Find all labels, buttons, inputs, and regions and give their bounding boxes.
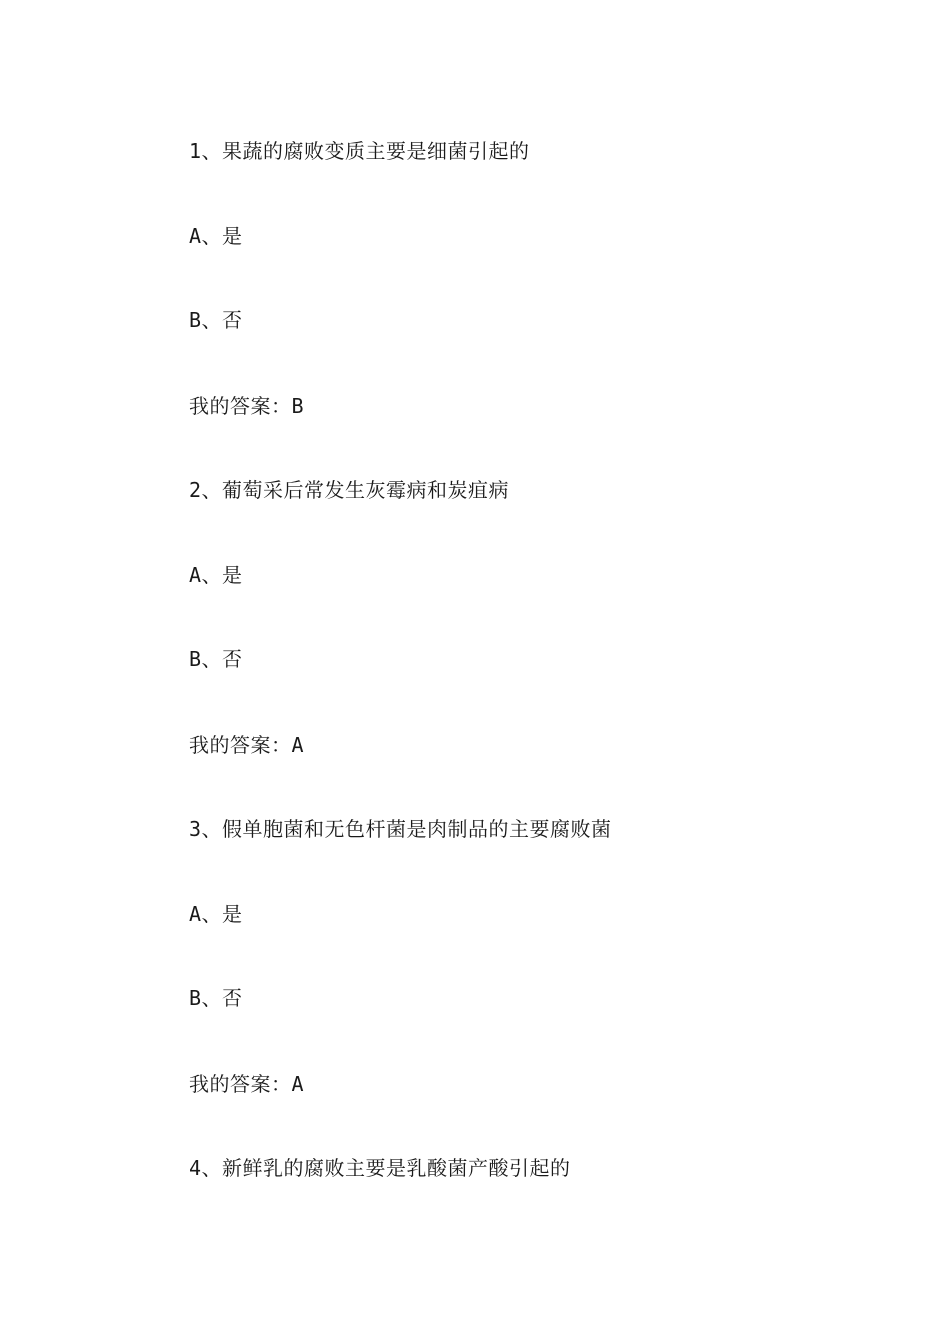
question-3-option-a: A、是: [189, 902, 243, 926]
question-3-option-b: B、否: [189, 986, 243, 1010]
question-2-text: 2、葡萄采后常发生灰霉病和炭疽病: [189, 478, 510, 502]
question-4-text: 4、新鲜乳的腐败主要是乳酸菌产酸引起的: [189, 1156, 571, 1180]
question-1-option-a: A、是: [189, 224, 243, 248]
question-2-answer: 我的答案：A: [189, 733, 305, 757]
question-1-answer: 我的答案：B: [189, 394, 305, 418]
question-1-text: 1、果蔬的腐败变质主要是细菌引起的: [189, 139, 530, 163]
question-2-option-b: B、否: [189, 647, 243, 671]
question-2-option-a: A、是: [189, 563, 243, 587]
question-3-text: 3、假单胞菌和无色杆菌是肉制品的主要腐败菌: [189, 817, 612, 841]
question-3-answer: 我的答案：A: [189, 1072, 305, 1096]
question-1-option-b: B、否: [189, 308, 243, 332]
